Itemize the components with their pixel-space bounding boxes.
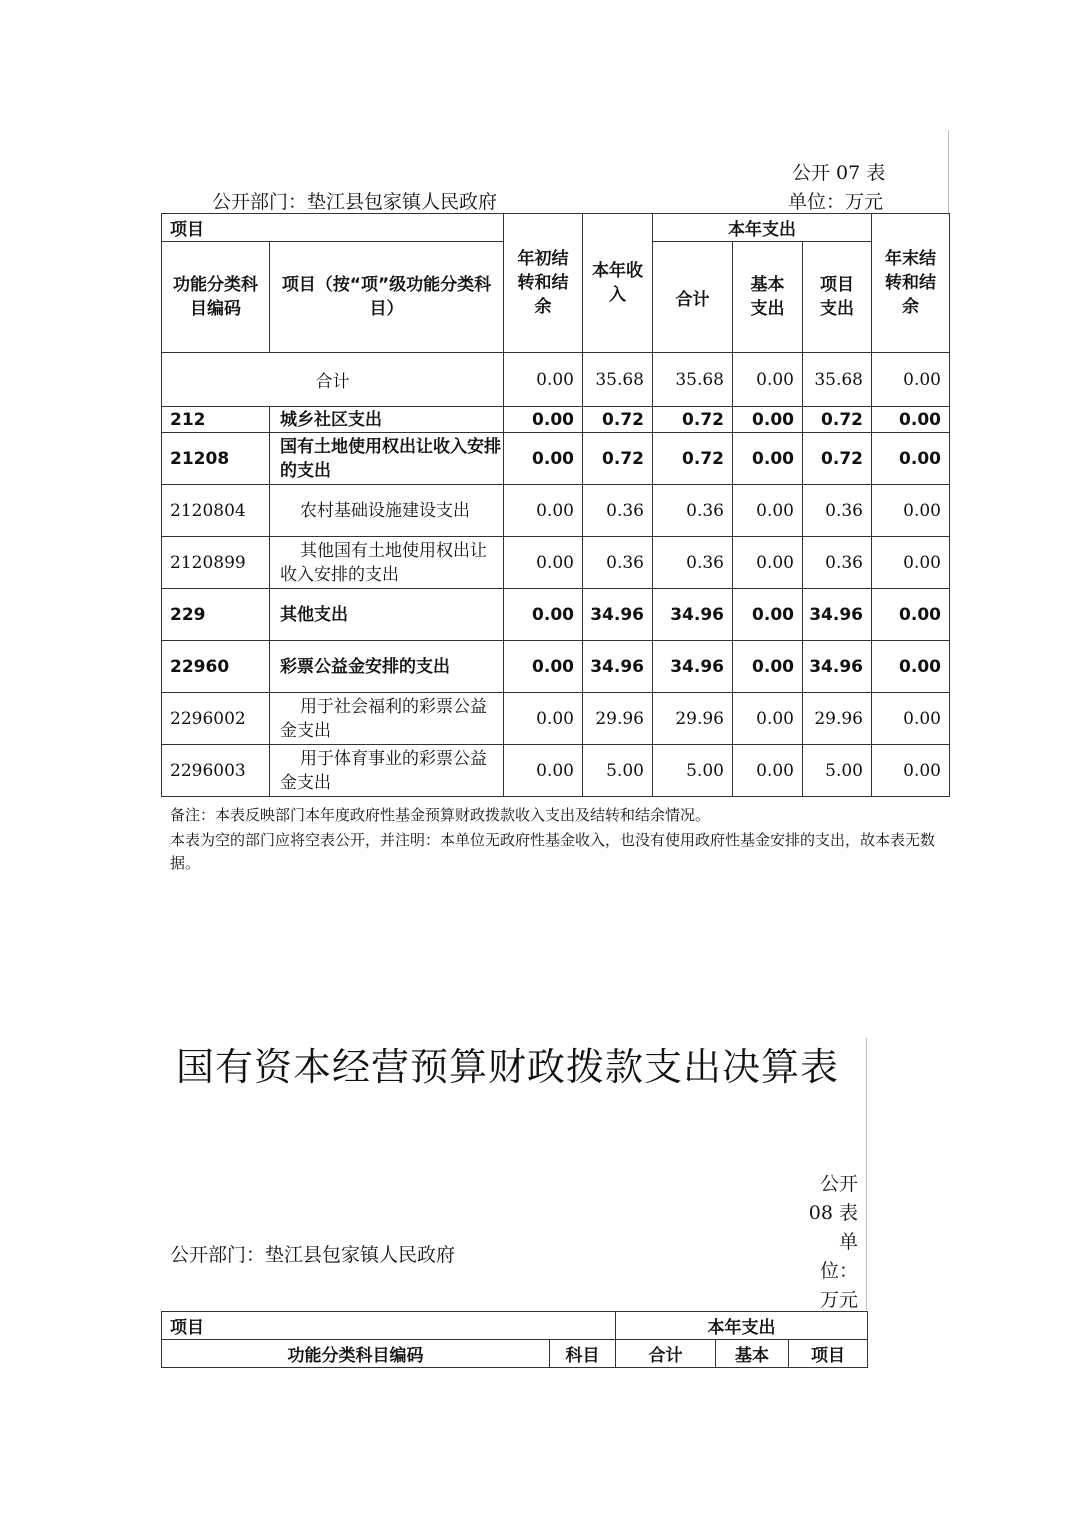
cell-closing: 0.00 <box>872 537 950 589</box>
cell-expense-project: 34.96 <box>803 641 872 693</box>
cell-income: 0.72 <box>583 407 653 433</box>
form-number: 公开08 表 <box>808 1173 858 1224</box>
table-row <box>162 407 950 433</box>
cell-income: 35.68 <box>583 353 653 407</box>
cell-opening: 0.00 <box>504 589 583 641</box>
header-expense-project: 项目支出 <box>803 242 872 353</box>
cell-expense-project: 0.36 <box>803 537 872 589</box>
cell-name: 其他国有土地使用权出让收入安排的支出 <box>270 537 504 589</box>
cell-name: 其他支出 <box>270 589 504 641</box>
unit-label: 单位：万元 <box>819 1231 858 1311</box>
cell-expense-total: 5.00 <box>653 745 733 797</box>
header-expense-basic: 基本 <box>716 1340 789 1368</box>
header-item: 项目（按“项”级功能分类科目） <box>270 242 504 353</box>
cell-income: 0.36 <box>583 537 653 589</box>
cell-expense-basic: 0.00 <box>733 537 803 589</box>
cell-opening: 0.00 <box>504 745 583 797</box>
header-project: 项目 <box>162 1312 616 1340</box>
cell-expense-project: 0.36 <box>803 485 872 537</box>
cell-opening: 0.00 <box>504 485 583 537</box>
cell-closing: 0.00 <box>872 693 950 745</box>
cell-expense-total: 34.96 <box>653 641 733 693</box>
cell-opening: 0.00 <box>504 353 583 407</box>
cell-closing: 0.00 <box>872 353 950 407</box>
cell-code: 212 <box>162 407 270 433</box>
cell-closing: 0.00 <box>872 485 950 537</box>
cell-expense-total: 0.72 <box>653 433 733 485</box>
cell-expense-basic: 0.00 <box>733 485 803 537</box>
header-income: 本年收入 <box>583 214 653 353</box>
cell-code: 2120899 <box>162 537 270 589</box>
cell-code: 2296003 <box>162 745 270 797</box>
header-expense-project: 项目 <box>789 1340 868 1368</box>
cell-code: 2296002 <box>162 693 270 745</box>
header-expense-group: 本年支出 <box>616 1312 868 1340</box>
cell-name: 用于体育事业的彩票公益金支出 <box>270 745 504 797</box>
header-subject: 科目 <box>550 1340 616 1368</box>
cell-expense-basic: 0.00 <box>733 745 803 797</box>
header-expense-group: 本年支出 <box>653 214 872 242</box>
cell-expense-total: 0.72 <box>653 407 733 433</box>
cell-name: 用于社会福利的彩票公益金支出 <box>270 693 504 745</box>
header-expense-total: 合计 <box>616 1340 716 1368</box>
cell-expense-project: 29.96 <box>803 693 872 745</box>
cell-expense-total: 34.96 <box>653 589 733 641</box>
cell-opening: 0.00 <box>504 433 583 485</box>
cell-opening: 0.00 <box>504 641 583 693</box>
table-row <box>162 589 950 641</box>
cell-expense-project: 0.72 <box>803 433 872 485</box>
cell-expense-total: 35.68 <box>653 353 733 407</box>
department-label: 公开部门：垫江县包家镇人民政府 <box>170 1244 456 1266</box>
header-project: 项目 <box>162 214 504 242</box>
header-opening-balance: 年初结转和结余 <box>504 214 583 353</box>
cell-expense-basic: 0.00 <box>733 433 803 485</box>
cell-income: 34.96 <box>583 589 653 641</box>
total-label: 合计 <box>162 353 504 407</box>
cell-expense-total: 0.36 <box>653 537 733 589</box>
cell-expense-basic: 0.00 <box>733 641 803 693</box>
page-edge-line <box>866 1038 867 1310</box>
table-row <box>162 693 950 745</box>
cell-opening: 0.00 <box>504 693 583 745</box>
form-number: 公开 07 表 <box>792 162 886 184</box>
cell-expense-project: 34.96 <box>803 589 872 641</box>
cell-expense-project: 5.00 <box>803 745 872 797</box>
cell-code: 21208 <box>162 433 270 485</box>
cell-closing: 0.00 <box>872 433 950 485</box>
header-closing-balance: 年末结转和结余 <box>872 214 950 353</box>
cell-expense-total: 29.96 <box>653 693 733 745</box>
table-note: 备注：本表反映部门本年度政府性基金预算财政拨款收入支出及结转和结余情况。 <box>170 806 711 824</box>
form-number-unit <box>808 1170 858 1315</box>
page-edge-line <box>948 130 949 215</box>
cell-name: 国有土地使用权出让收入安排的支出 <box>270 433 504 485</box>
cell-name: 彩票公益金安排的支出 <box>270 641 504 693</box>
cell-income: 0.36 <box>583 485 653 537</box>
department-label: 公开部门：垫江县包家镇人民政府 <box>212 191 498 213</box>
cell-expense-total: 0.36 <box>653 485 733 537</box>
cell-closing: 0.00 <box>872 745 950 797</box>
cell-name: 城乡社区支出 <box>270 407 504 433</box>
cell-code: 2120804 <box>162 485 270 537</box>
cell-expense-basic: 0.00 <box>733 693 803 745</box>
cell-closing: 0.00 <box>872 589 950 641</box>
header-expense-total: 合计 <box>653 242 733 353</box>
cell-closing: 0.00 <box>872 407 950 433</box>
table-row <box>162 745 950 797</box>
cell-closing: 0.00 <box>872 641 950 693</box>
state-capital-table <box>161 1311 868 1368</box>
table-row <box>162 641 950 693</box>
table-row <box>162 485 950 537</box>
cell-opening: 0.00 <box>504 407 583 433</box>
page-title: 国有资本经营预算财政拨款支出决算表 <box>176 1045 840 1089</box>
table-row <box>162 433 950 485</box>
header-code: 功能分类科目编码 <box>162 242 270 353</box>
cell-expense-basic: 0.00 <box>733 589 803 641</box>
cell-income: 29.96 <box>583 693 653 745</box>
government-fund-table <box>161 213 950 797</box>
cell-name: 农村基础设施建设支出 <box>270 485 504 537</box>
cell-income: 5.00 <box>583 745 653 797</box>
cell-opening: 0.00 <box>504 537 583 589</box>
cell-expense-basic: 0.00 <box>733 407 803 433</box>
cell-expense-project: 35.68 <box>803 353 872 407</box>
cell-code: 229 <box>162 589 270 641</box>
table-row <box>162 537 950 589</box>
cell-code: 22960 <box>162 641 270 693</box>
cell-income: 34.96 <box>583 641 653 693</box>
unit-label: 单位：万元 <box>788 191 884 213</box>
total-row <box>162 353 950 407</box>
header-code: 功能分类科目编码 <box>162 1340 550 1368</box>
cell-expense-project: 0.72 <box>803 407 872 433</box>
cell-expense-basic: 0.00 <box>733 353 803 407</box>
table-note: 本表为空的部门应将空表公开，并注明：本单位无政府性基金收入，也没有使用政府性基金安排的支出，故本表无数据。 <box>170 831 936 872</box>
header-expense-basic: 基本支出 <box>733 242 803 353</box>
cell-income: 0.72 <box>583 433 653 485</box>
